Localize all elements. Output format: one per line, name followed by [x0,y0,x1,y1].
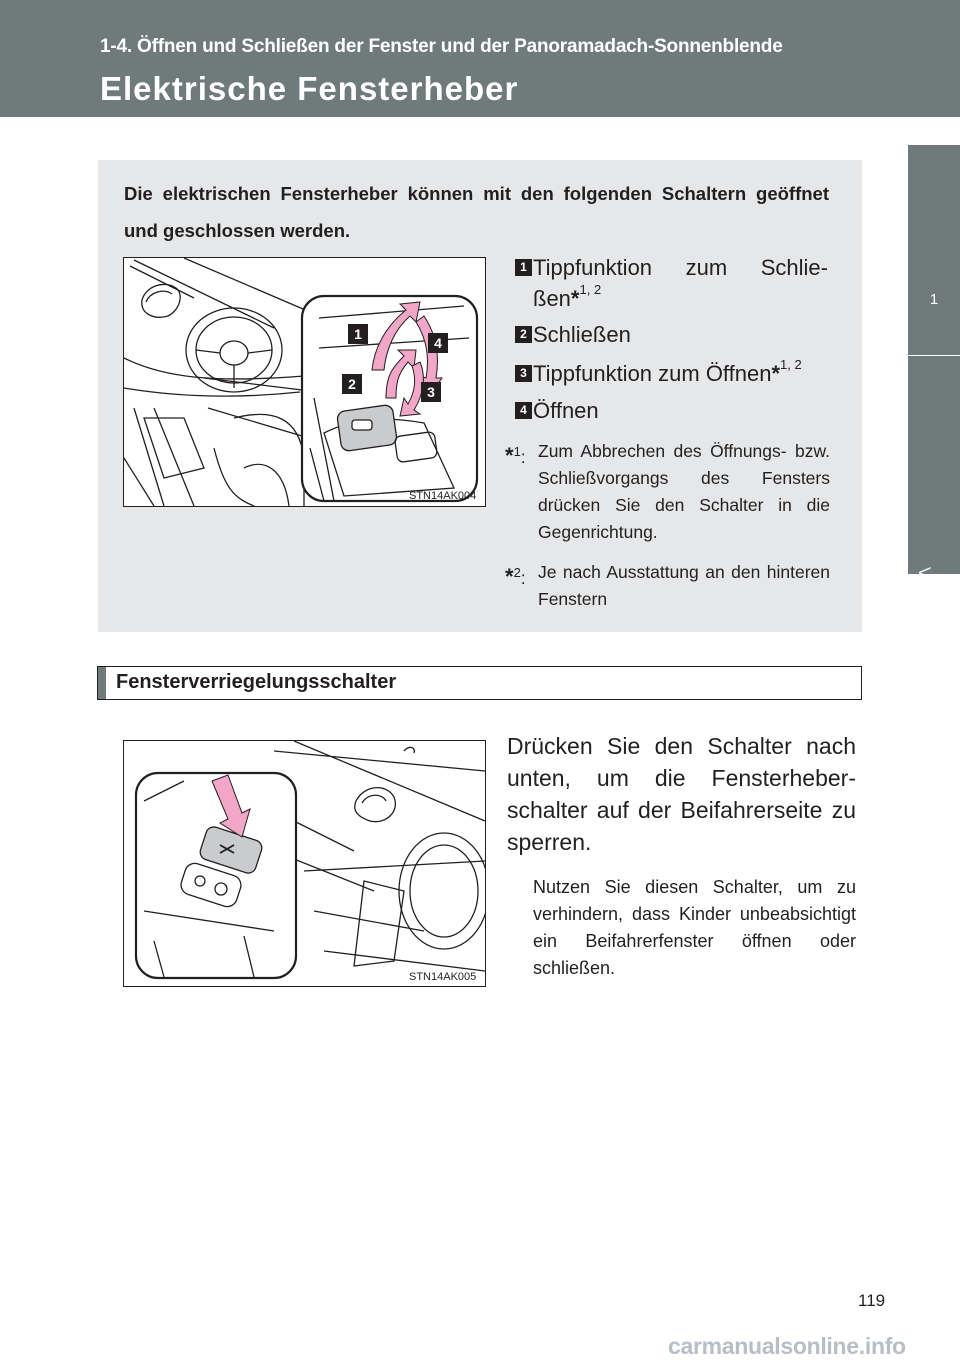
footnote-2 [505,559,830,619]
lock-switch-drawing [124,741,485,986]
note-text: Nutzen Sie diesen Schalter, um zu verhindern, dass Kinder unbeabsichtigt ein Beifahrerfenster öffnen oder schließen. [533,877,856,978]
legend-item-2: Schließen [533,322,631,347]
legend-item-1-line1: Tippfunktion zum Schlie- [533,255,828,280]
footnote-1-text: Zum Abbrechen des Öffnungs- bzw. Schließvorgangs des Fensters drücken Sie den Schalter in die Gegenrichtung. [538,441,830,542]
chapter-number: 1 [929,291,939,308]
page-title: Elektrische Fensterheber [100,70,519,107]
watermark: carmanualsonline.info [668,1333,906,1359]
legend-item-1-ref: 1, 2 [579,282,602,297]
intro-text: Die elektrischen Fensterheber können mit den folgenden Schaltern geöffnet und geschlossen werden. [124,183,829,241]
legend-badge-1: 1 [515,259,532,276]
legend-badge-3: 3 [515,365,532,382]
figure-power-window-switch [123,257,486,507]
legend-item-3-text: Tippfunktion zum Öffnen [533,361,772,386]
asterisk-icon: * [570,286,580,311]
footnote-2-text: Je nach Ausstattung an den hinteren Fenstern [538,562,830,609]
chapter-tab-number-bg [908,145,960,355]
figure-window-lock-switch [123,740,486,987]
sub-heading-text: Fensterverriegelungsschalter [116,671,397,693]
section-label: 1-4. Öffnen und Schließen der Fenster und der Panoramadach-Sonnenblende [100,36,783,57]
legend-badge-2: 2 [515,326,532,343]
page-header [0,0,960,117]
callout-2: 2 [342,374,362,394]
footnote-2-mark: *$^2$: [505,563,526,589]
callout-4: 4 [428,333,448,353]
chapter-title: Vor Antritt der Fahrt [915,567,934,719]
legend-item-3-ref: 1, 2 [780,357,802,372]
figure-code: STN14AK004 [409,490,477,502]
figure-code: STN14AK005 [409,971,477,983]
instruction-text: Drücken Sie den Schalter nach unten, um die Fensterheberschalter auf der Beifahrerseite zu sperren. [507,733,856,855]
legend-badge-4: 4 [515,402,532,419]
legend-item-1-text: ßen [533,286,571,311]
footnote-1 [505,438,830,548]
asterisk-icon: * [771,361,781,386]
legend-item-4: Öffnen [533,398,599,423]
callout-1: 1 [348,324,368,344]
asterisk-icon: * [505,563,514,589]
page-number: 119 [858,1291,886,1310]
legend-item-3 [533,357,802,387]
sub-heading [97,666,862,700]
callout-3: 3 [421,382,441,402]
legend-item-1-line2 [533,282,602,312]
footnote-1-mark: *$^1$: [505,442,526,468]
heading-bar [98,667,106,699]
chapter-tab-title-bg [908,356,960,574]
asterisk-icon: * [505,442,514,468]
